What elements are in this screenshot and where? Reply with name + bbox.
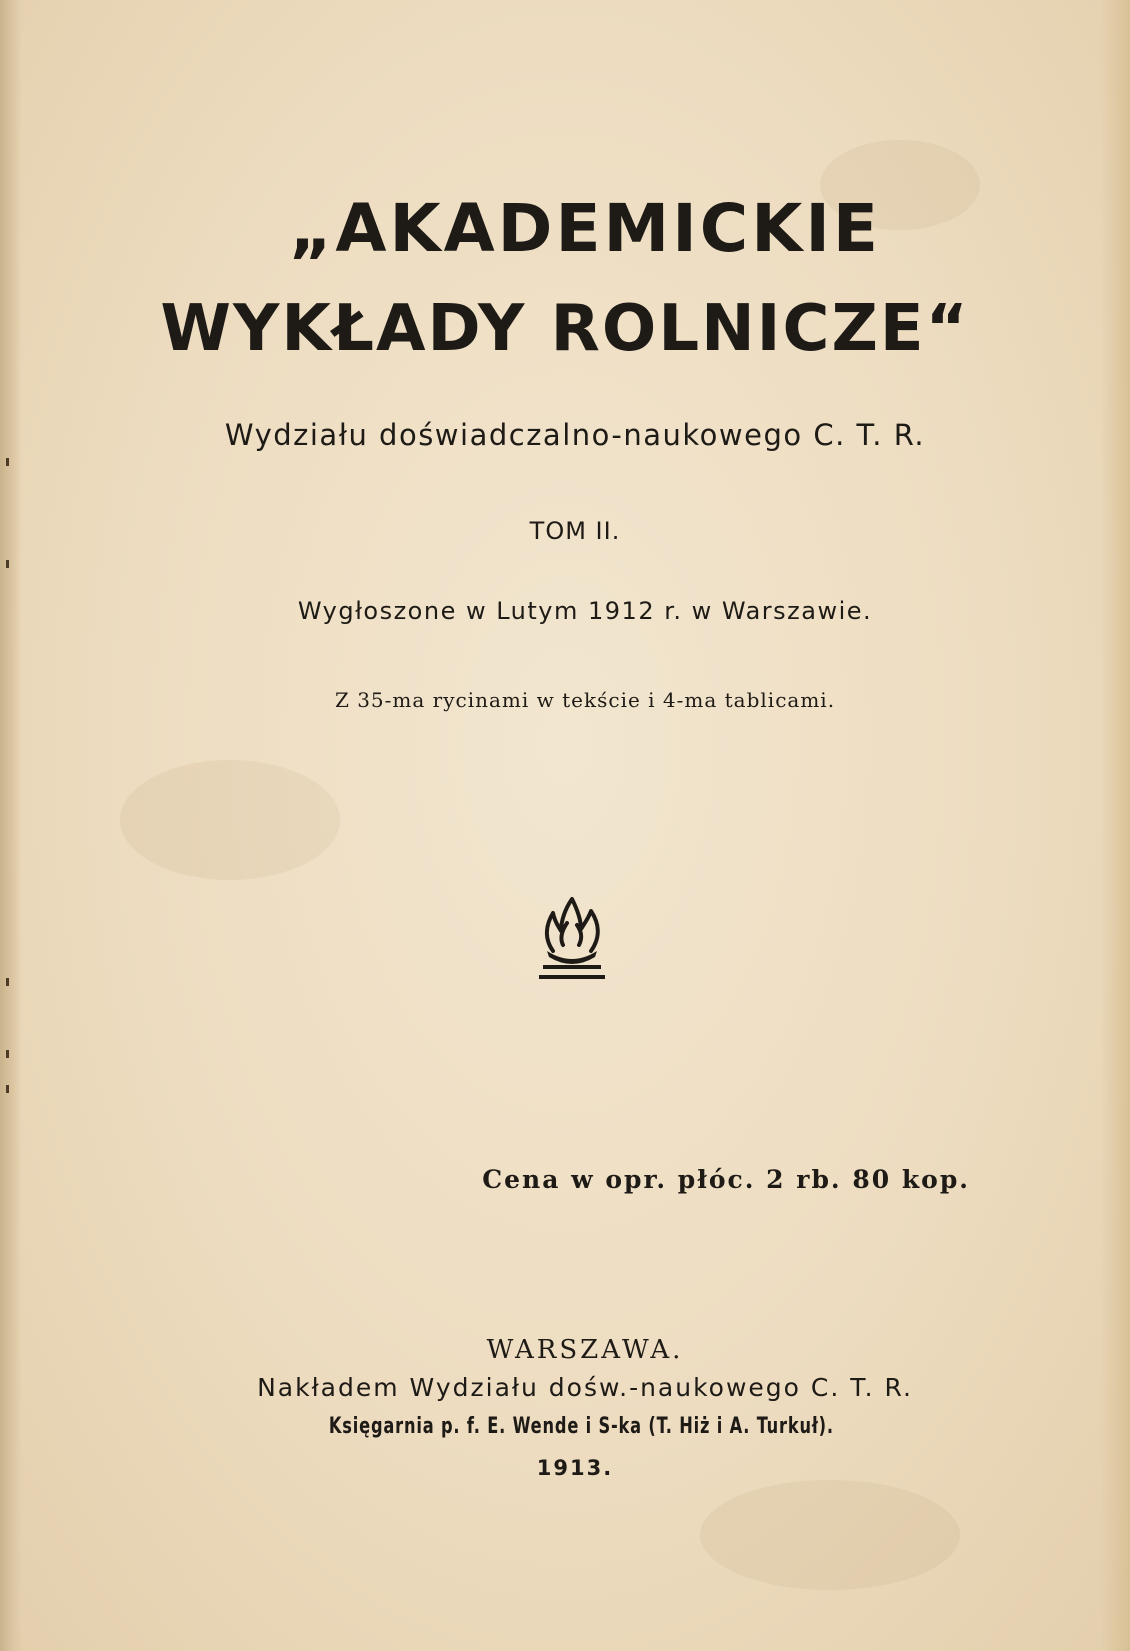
imprint-bookshop: Księgarnia p. f. E. Wende i S-ka (T. Hiż i A. Turkuł). bbox=[328, 1414, 834, 1439]
binding-mark bbox=[6, 1085, 9, 1093]
flame-emblem-icon bbox=[539, 893, 605, 981]
paper-stain bbox=[700, 1480, 960, 1590]
binding-mark bbox=[6, 978, 9, 986]
binding-mark bbox=[6, 560, 9, 568]
delivery-note: Wygłoszone w Lutym 1912 r. w Warszawie. bbox=[297, 597, 873, 625]
binding-mark bbox=[6, 458, 9, 466]
paper-stain bbox=[120, 760, 340, 880]
title-line-2: WYKŁADY ROLNICZE“ bbox=[160, 292, 970, 366]
title-line-1: „AKADEMICKIE bbox=[288, 190, 881, 267]
imprint-year: 1913. bbox=[536, 1456, 614, 1480]
imprint-city: WARSZAWA. bbox=[486, 1335, 684, 1365]
imprint-publisher: Nakładem Wydziału dośw.-naukowego C. T. R. bbox=[257, 1373, 913, 1402]
binding-mark bbox=[6, 1050, 9, 1058]
figures-note: Z 35-ma rycinami w tekście i 4-ma tablicami. bbox=[334, 688, 836, 712]
price-note: Cena w opr. płóc. 2 rb. 80 kop. bbox=[482, 1165, 970, 1194]
subtitle: Wydziału doświadczalno-naukowego C. T. R. bbox=[224, 418, 926, 452]
volume-number: TOM II. bbox=[529, 517, 621, 545]
